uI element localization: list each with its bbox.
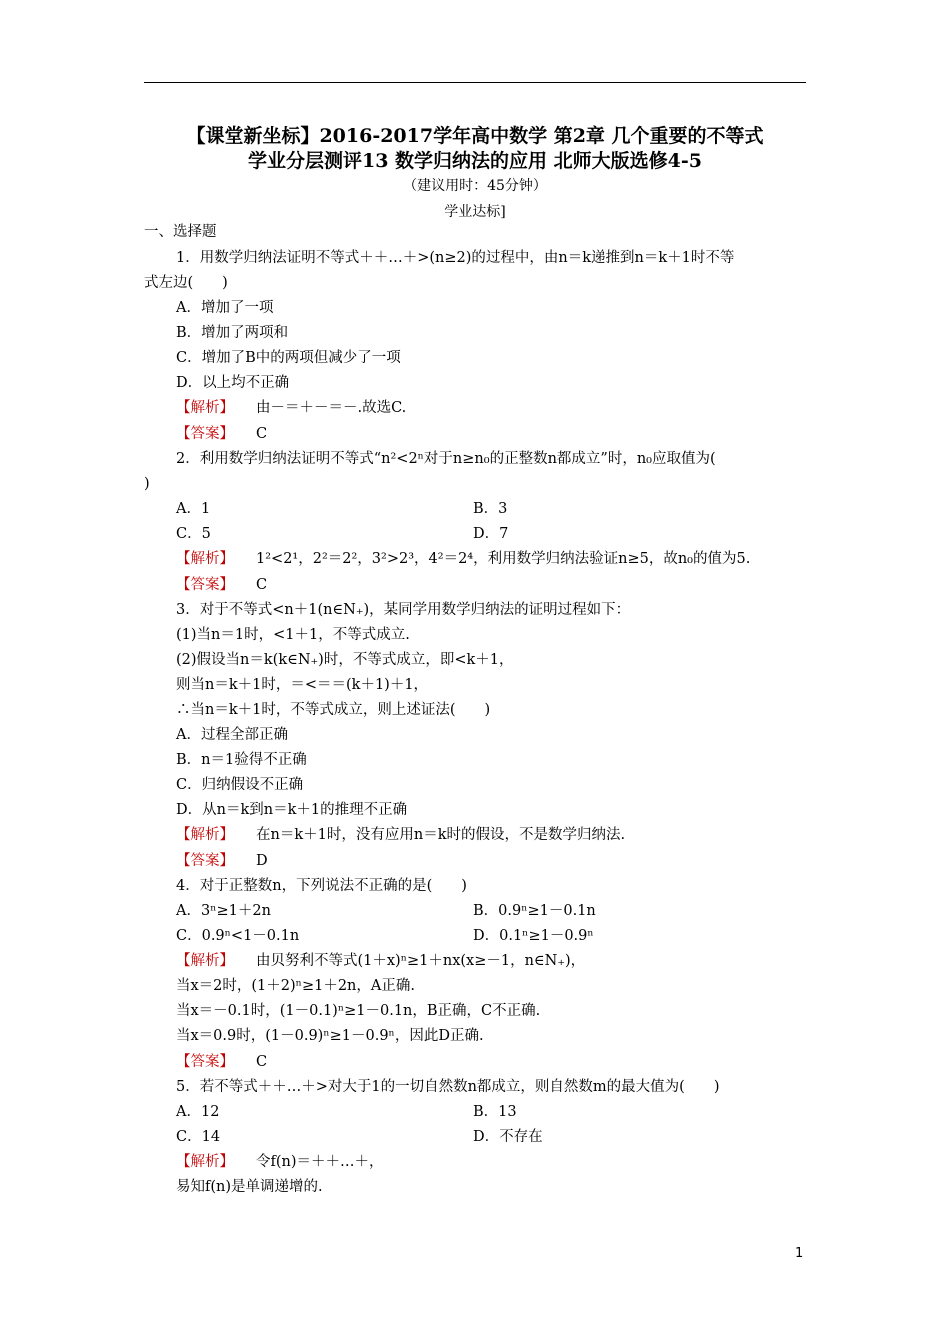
analysis-label: 【解析】: [176, 551, 234, 567]
q1-option-d: D．以上均不正确: [176, 375, 290, 391]
q5-option-d: D．不存在: [473, 1129, 543, 1145]
q2-option-d: D．7: [473, 526, 509, 542]
q3-step4: ∴当n＝k＋1时，不等式成立，则上述证法( ): [176, 702, 491, 718]
q3-step3: 则当n＝k＋1时，＝<＝＝(k＋1)＋1，: [176, 677, 429, 693]
q2-stem: 2．利用数学归纳法证明不等式“n²<2ⁿ对于n≥n₀的正整数n都成立”时，n₀应取值为(: [176, 451, 716, 467]
q3-option-b: B．n＝1验得不正确: [176, 752, 307, 768]
q1-analysis: 【解析】 由－＝＋－＝－.故选C.: [176, 400, 407, 416]
document-title-line2: 学业分层测评13 数学归纳法的应用 北师大版选修4-5: [248, 150, 702, 172]
q2-option-c: C．5: [176, 526, 211, 542]
q4-stem: 4．对于正整数n，下列说法不正确的是( ): [176, 878, 467, 894]
q3-step2: (2)假设当n＝k(k∈N₊)时，不等式成立，即<k＋1，: [176, 652, 514, 668]
q2-answer: 【答案】 C: [176, 577, 268, 593]
q3-option-c: C．归纳假设不正确: [176, 777, 304, 793]
page-number: 1: [795, 1246, 804, 1261]
q4-option-a: A．3ⁿ≥1＋2n: [176, 903, 271, 919]
q3-stem: 3．对于不等式<n＋1(n∈N₊)，某同学用数学归纳法的证明过程如下：: [176, 602, 631, 618]
time-hint: （建议用时：45分钟）: [403, 178, 547, 194]
q4-option-b: B．0.9ⁿ≥1－0.1n: [473, 903, 596, 919]
q1-stem-cont: 式左边( ): [144, 275, 228, 291]
q1-option-b: B．增加了两项和: [176, 325, 289, 341]
q4-option-d: D．0.1ⁿ≥1－0.9ⁿ: [473, 928, 594, 944]
q2-option-a: A．1: [176, 501, 211, 517]
q2-option-b: B．3: [473, 501, 508, 517]
q3-option-a: A．过程全部正确: [176, 727, 288, 743]
document-title-line1: 【课堂新坐标】2016-2017学年高中数学 第2章 几个重要的不等式: [186, 125, 764, 147]
q5-analysis-line2: 易知f(n)是单调递增的.: [176, 1179, 323, 1195]
part-heading: 一、选择题: [144, 224, 217, 240]
q1-option-a: A．增加了一项: [176, 300, 274, 316]
q4-analysis-line4: 当x＝0.9时，(1－0.9)ⁿ≥1－0.9ⁿ，因此D正确.: [176, 1028, 484, 1044]
analysis-label: 【解析】: [176, 400, 234, 416]
answer-label: 【答案】: [176, 1054, 234, 1070]
q3-analysis: 【解析】 在n＝k＋1时，没有应用n＝k时的假设，不是数学归纳法.: [176, 827, 626, 843]
section-heading: 学业达标]: [444, 204, 506, 220]
analysis-label: 【解析】: [176, 827, 234, 843]
q4-answer: 【答案】 C: [176, 1054, 268, 1070]
analysis-label: 【解析】: [176, 953, 234, 969]
analysis-label: 【解析】: [176, 1154, 234, 1170]
q3-answer: 【答案】 D: [176, 853, 268, 869]
answer-label: 【答案】: [176, 426, 234, 442]
q4-analysis-line3: 当x＝－0.1时，(1－0.1)ⁿ≥1－0.1n，B正确，C不正确.: [176, 1003, 541, 1019]
q3-option-d: D．从n＝k到n＝k＋1的推理不正确: [176, 802, 408, 818]
q5-option-b: B．13: [473, 1104, 517, 1120]
answer-label: 【答案】: [176, 577, 234, 593]
q4-analysis-line2: 当x＝2时，(1＋2)ⁿ≥1＋2n，A正确.: [176, 978, 415, 994]
q5-option-c: C．14: [176, 1129, 221, 1145]
q5-option-a: A．12: [176, 1104, 220, 1120]
q1-stem: 1．用数学归纳法证明不等式＋＋…＋>(n≥2)的过程中，由n＝k递推到n＝k＋1时不等: [176, 250, 735, 266]
q2-analysis: 【解析】 1²<2¹，2²＝2²，3²>2³，4²＝2⁴，利用数学归纳法验证n≥5，故n₀的值为5.: [176, 551, 751, 567]
q2-stem-cont: ): [144, 476, 150, 492]
q3-step1: (1)当n＝1时，<1＋1，不等式成立.: [176, 627, 410, 643]
q1-answer: 【答案】 C: [176, 426, 268, 442]
q5-stem: 5．若不等式＋＋…＋>对大于1的一切自然数n都成立，则自然数m的最大值为( ): [176, 1079, 720, 1095]
q1-option-c: C．增加了B中的两项但减少了一项: [176, 350, 401, 366]
q4-analysis: 【解析】 由贝努利不等式(1＋x)ⁿ≥1＋nx(x≥－1，n∈N₊)，: [176, 953, 586, 969]
answer-label: 【答案】: [176, 853, 234, 869]
header-rule: [144, 82, 806, 83]
q4-option-c: C．0.9ⁿ<1－0.1n: [176, 928, 300, 944]
q5-analysis: 【解析】 令f(n)＝＋＋…＋，: [176, 1154, 384, 1170]
